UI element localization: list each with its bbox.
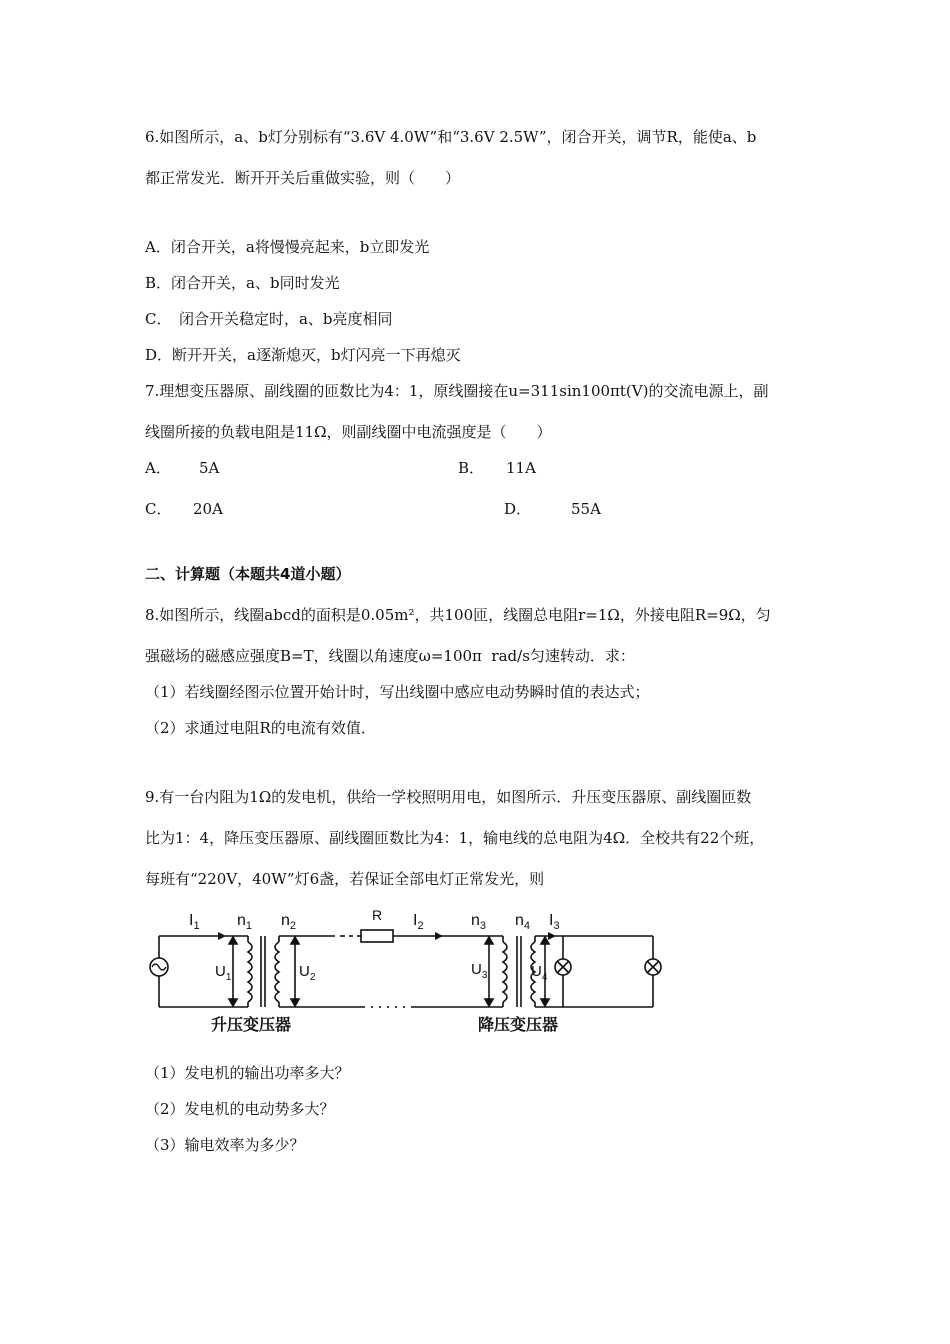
- q6-stem-line1: 6.如图所示，a、b灯分别标有“3.6V 4.0W”和“3.6V 2.5W”，闭合开关，调节R，能使a、b: [145, 128, 757, 146]
- q7-stem-line1: 7.理想变压器原、副线圈的匝数比为4：1，原线圈接在u=311sin100πt(V)的交流电源上，副: [145, 382, 769, 400]
- label-n4: $n_4$: [515, 912, 531, 932]
- q7-option-b-value: 11A: [506, 459, 536, 477]
- label-i3: $I_3$: [549, 912, 560, 932]
- label-i2: $I_2$: [413, 912, 424, 932]
- label-u1: $U_1$: [215, 963, 232, 983]
- label-step-down-transformer: 降压变压器: [478, 1017, 559, 1034]
- label-i1: $I_1$: [189, 912, 200, 932]
- q6-stem-line2: 都正常发光．断开开关后重做实验，则（ ）: [145, 169, 461, 187]
- q8-subquestion-1: （1）若线圈经图示位置开始计时，写出线圈中感应电动势瞬时值的表达式；: [145, 683, 650, 701]
- q9-subquestion-1: （1）发电机的输出功率多大？: [145, 1064, 350, 1082]
- q7-option-c-value: 20A: [193, 500, 223, 518]
- transformer-circuit-diagram: [145, 900, 675, 1040]
- q6-option-c: C． 闭合开关稳定时，a、b亮度相同: [145, 310, 393, 328]
- q7-option-d-letter: D．: [504, 500, 532, 518]
- label-step-up-transformer: 升压变压器: [211, 1017, 292, 1034]
- label-u4: $U_4$: [531, 963, 548, 983]
- q9-subquestion-3: （3）输电效率为多少？: [145, 1136, 305, 1154]
- q7-option-a-letter: A．: [145, 459, 171, 477]
- q9-stem-line3: 每班有“220V，40W”灯6盏，若保证全部电灯正常发光，则: [145, 870, 545, 888]
- q8-stem-line1: 8.如图所示，线圈abcd的面积是0.05m²，共100匝，线圈总电阻r=1Ω，外接电阻R=9Ω，匀: [145, 606, 771, 624]
- ac-source-icon: [150, 958, 168, 976]
- q9-subquestion-2: （2）发电机的电动势多大？: [145, 1100, 335, 1118]
- q7-option-c-letter: C．: [145, 500, 172, 518]
- q7-option-a-value: 5A: [199, 459, 220, 477]
- q8-stem-line2: 强磁场的磁感应强度B=T，线圈以角速度ω=100π rad/s匀速转动．求：: [145, 647, 635, 665]
- q7-option-d-value: 55A: [571, 500, 601, 518]
- q6-option-d: D．断开开关，a逐渐熄灭，b灯闪亮一下再熄灭: [145, 346, 461, 364]
- q7-stem-line2: 线圈所接的负载电阻是11Ω，则副线圈中电流强度是（ ）: [145, 423, 552, 441]
- label-r: R: [372, 907, 383, 923]
- q6-option-a: A．闭合开关，a将慢慢亮起来，b立即发光: [145, 238, 430, 256]
- q7-option-b-letter: B．: [458, 459, 485, 477]
- label-u3: $U_3$: [471, 961, 488, 981]
- q8-subquestion-2: （2）求通过电阻R的电流有效值．: [145, 719, 376, 737]
- q9-stem-line2: 比为1：4，降压变压器原、副线圈匝数比为4：1，输电线的总电阻为4Ω．全校共有22个班，: [145, 829, 765, 847]
- label-n2: $n_2$: [281, 912, 297, 932]
- section-heading: 二、计算题（本题共4道小题）: [145, 565, 351, 583]
- q9-stem-line1: 9.有一台内阻为1Ω的发电机，供给一学校照明用电，如图所示．升压变压器原、副线圈匝数: [145, 788, 752, 806]
- label-n1: $n_1$: [237, 912, 253, 932]
- q6-option-b: B．闭合开关，a、b同时发光: [145, 274, 340, 292]
- label-u2: $U_2$: [299, 963, 316, 983]
- label-n3: $n_3$: [471, 912, 487, 932]
